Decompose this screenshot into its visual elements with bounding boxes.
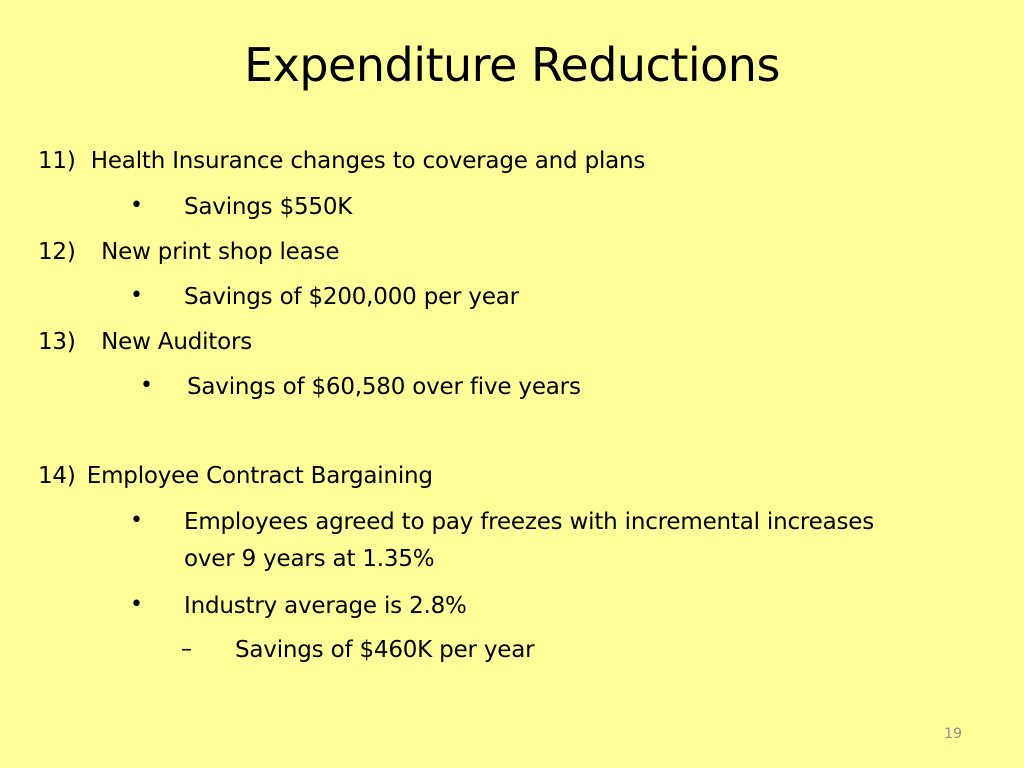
list-number-14: 14) bbox=[38, 463, 76, 489]
list-item-13 bbox=[38, 329, 252, 357]
list-label-11: Health Insurance changes to coverage and plans bbox=[90, 148, 646, 174]
sub-bullet-savings-460k: Savings of $460K per year bbox=[235, 637, 535, 663]
list-number-12: 12) bbox=[38, 239, 76, 265]
bullet-icon: • bbox=[130, 592, 143, 617]
bullet-icon: • bbox=[130, 508, 143, 533]
page-number: 19 bbox=[944, 726, 962, 742]
bullet-icon: • bbox=[130, 283, 143, 308]
bullet-pay-freezes-continuation: over 9 years at 1.35% bbox=[184, 546, 435, 572]
list-number-13: 13) bbox=[38, 329, 76, 355]
bullet-icon: • bbox=[130, 193, 143, 218]
bullet-pay-freezes: Employees agreed to pay freezes with incremental increases bbox=[184, 509, 875, 535]
slide-title: Expenditure Reductions bbox=[244, 38, 780, 92]
bullet-savings-550k: Savings $550K bbox=[184, 194, 353, 220]
list-item-11 bbox=[38, 148, 645, 176]
dash-icon: – bbox=[181, 637, 192, 662]
bullet-icon: • bbox=[140, 373, 153, 398]
bullet-industry-average: Industry average is 2.8% bbox=[184, 593, 467, 619]
bullet-savings-auditors: Savings of $60,580 over five years bbox=[187, 374, 581, 400]
list-label-13: New Auditors bbox=[101, 329, 253, 355]
list-label-12: New print shop lease bbox=[101, 239, 340, 265]
list-item-12 bbox=[38, 239, 339, 267]
bullet-savings-print-shop: Savings of $200,000 per year bbox=[184, 284, 519, 310]
list-number-11: 11) bbox=[38, 148, 76, 174]
list-label-14: Employee Contract Bargaining bbox=[86, 463, 433, 489]
list-item-14 bbox=[38, 463, 433, 491]
